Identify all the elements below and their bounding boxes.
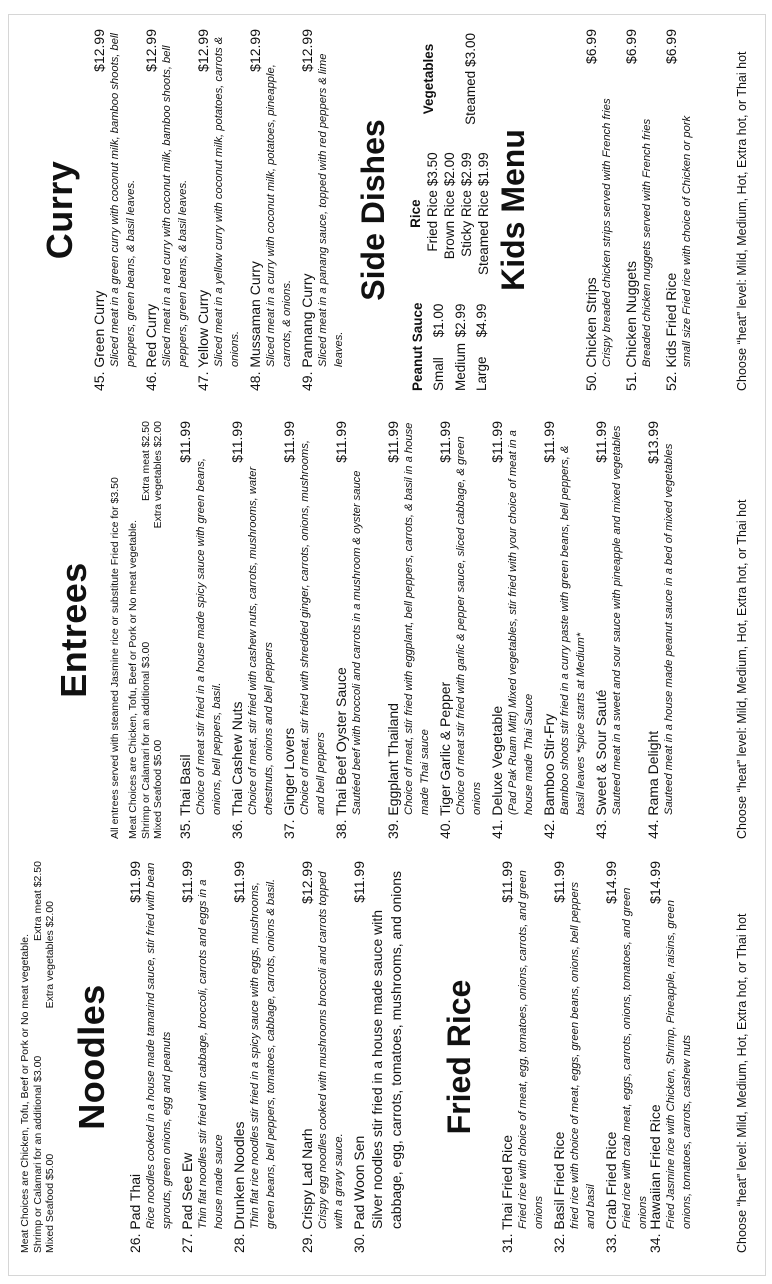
item-name: 29. Crispy Lad Narh <box>299 1128 315 1253</box>
noodles-title: Noodles <box>71 984 112 1130</box>
item-price: $12.99 <box>247 29 263 72</box>
item-name: 52. Kids Fried Rice <box>663 272 679 391</box>
rice-price: $1.99 <box>476 152 491 187</box>
veg-price: $3.00 <box>463 33 479 67</box>
rice-name: Fried Rice <box>425 190 440 252</box>
menu-item-39 <box>385 421 433 839</box>
item-name: 35. Thai Basil <box>177 754 193 839</box>
item-description: Choice of meat, stir fried with eggplant, bell peppers, carrots, & basil in a house made Thai sauce <box>403 422 431 815</box>
column-entrees <box>9 421 765 839</box>
entrees-title: Entrees <box>53 562 94 698</box>
menu-item-33 <box>603 861 651 1253</box>
menu-item-50 <box>583 29 616 391</box>
item-name: 47. Yellow Curry <box>195 289 211 391</box>
item-name: 45. Green Curry <box>91 290 107 391</box>
peanut-price: $2.99 <box>452 303 468 338</box>
item-description: Sliced meat in a red curry with coconut milk, bamboo shoots, bell peppers, green beans, & basil leaves. <box>161 45 189 367</box>
item-description: Fried rice with choice of meat, egg, tomatoes, onions, carrots, and green onions <box>517 870 545 1229</box>
menu-item-29 <box>299 861 347 1253</box>
rice-price: $2.99 <box>459 152 474 187</box>
item-price: $11.99 <box>541 421 557 463</box>
item-description: Sliced meat in a curry with coconut milk, potatoes, pineapple, carrots, & onions. <box>265 64 293 367</box>
item-price: $11.99 <box>179 861 195 903</box>
side-dishes-title: Side Dishes <box>355 119 391 301</box>
item-price: $6.99 <box>663 29 679 65</box>
item-price: $11.99 <box>499 861 515 903</box>
item-name: 51. Chicken Nuggets <box>623 261 639 391</box>
item-name: 40. Tiger Garlic & Pepper <box>437 681 453 839</box>
item-name: 26. Pad Thai <box>127 1173 143 1253</box>
item-description: (Pad Pak Ruam Mitt) Mixed vegetables, stir fried with your choice of meat in a house made Thai Sauce <box>507 430 535 815</box>
vegetables-header: Vegetables <box>420 43 436 115</box>
peanut-row <box>450 298 471 391</box>
item-name: 36. Thai Cashew Nuts <box>229 701 245 839</box>
menu-item-28 <box>231 861 279 1253</box>
heat-level-note: Choose “heat” level: Mild, Medium, Hot, Extra hot, or Thai hot <box>735 51 749 391</box>
item-name: 28. Drunken Noodles <box>231 1121 247 1253</box>
column-noodles-fried-rice <box>9 861 765 1253</box>
item-description: Choice of meat stir fried with garlic & pepper sauce, sliced cabbage, & green onions <box>455 436 483 815</box>
menu-item-26 <box>127 861 175 1253</box>
menu-item-36 <box>229 421 277 839</box>
item-price: $11.99 <box>333 421 349 463</box>
entrees-served-note: All entrees served with steamed Jasmine rice or substitute Fried rice for $3.50 <box>109 477 121 839</box>
menu-item-48 <box>247 29 295 391</box>
column-curry-sides-kids <box>9 29 765 391</box>
item-description: Crispy breaded chicken strips served with French fries <box>601 98 613 367</box>
item-price: $6.99 <box>623 29 639 65</box>
menu-item-37 <box>281 421 329 839</box>
noodles-extra-veg: Extra vegetables $2.00 <box>44 901 56 1009</box>
entrees-meat-note <box>127 421 165 839</box>
entrees-extra-veg: Extra vegetables $2.00 <box>152 421 164 529</box>
menu-item-52 <box>663 29 696 391</box>
item-price: $11.99 <box>231 861 247 903</box>
item-price: $13.99 <box>645 421 661 464</box>
heat-level-note: Choose “heat” level: Mild, Medium, Hot, Extra hot, or Thai hot <box>735 913 749 1253</box>
entrees-shrimp-note: Shrimp or Calamari for an additional $3.00 <box>139 641 152 839</box>
rice-name: Steamed Rice <box>476 190 491 275</box>
menu-item-46 <box>143 29 191 391</box>
menu-item-41 <box>489 421 537 839</box>
noodles-shrimp-note: Shrimp or Calamari for an additional $3.00 <box>31 1055 44 1253</box>
item-name: 38. Thai Beef Oyster Sauce <box>333 667 349 839</box>
item-name: 34. Hawaiian Fried Rice <box>647 1104 663 1253</box>
menu-item-27 <box>179 861 227 1253</box>
item-price: $11.99 <box>437 421 453 463</box>
kids-menu-title: Kids Menu <box>495 129 531 291</box>
rice-table <box>407 148 492 275</box>
menu-item-31 <box>499 861 547 1253</box>
item-description: Sliced meat in a green curry with coconut milk, bamboo shoots, bell peppers, green beans, & basil leaves. <box>109 33 137 367</box>
vegetables-table <box>407 29 492 125</box>
rice-name: Sticky Rice <box>459 190 474 257</box>
menu-sheet <box>8 14 766 1276</box>
item-description: Bamboo shoots stir fried in a curry paste with green beans, bell peppers, & basil leaves *spice starts at Medium* <box>559 445 587 815</box>
peanut-size: Small <box>431 357 447 391</box>
item-description: Crispy egg noodles cooked with mushrooms broccoli and carrots topped with a gravy sauce. <box>317 871 345 1229</box>
item-name: 39. Eggplant Thailand <box>385 703 401 839</box>
veg-name: Steamed <box>463 70 479 125</box>
item-name: 49. Pannang Curry <box>299 273 315 391</box>
item-name: 48. Mussaman Curry <box>247 261 263 391</box>
item-description: Choice of meat, stir fried with cashew nuts, carrots, mushrooms, water chestnuts, onions and bell peppers <box>247 466 275 815</box>
item-price: $11.99 <box>551 861 567 903</box>
item-name: 31. Thai Fried Rice <box>499 1134 515 1253</box>
item-price: $11.99 <box>593 421 609 463</box>
rice-row <box>475 148 492 275</box>
item-name: 50. Chicken Strips <box>583 277 599 391</box>
entrees-meat-note-line-1: Meat Choices are Chicken, Tofu, Beef or Pork or No meat vegetable. <box>127 519 139 839</box>
peanut-size: Large <box>473 356 489 391</box>
item-name: 37. Ginger Lovers <box>281 727 297 839</box>
item-name: 27. Pad See Ew <box>179 1152 195 1253</box>
rice-row <box>458 148 475 275</box>
item-name: 41. Deluxe Vegetable <box>489 705 505 839</box>
fried-rice-title: Fried Rice <box>441 979 477 1135</box>
item-description: Sauteed meat in a sweet and sour sauce with pineapple and mixed vegetables <box>611 425 623 815</box>
item-description: small size Fried rice with choice of Chicken or pork <box>681 115 693 367</box>
item-description: Fried rice with crab meat, eggs, carrots, onions, tomatoes, and green onions <box>621 887 649 1229</box>
item-description: Sliced meat in a panang sauce, topped with red peppers & lime leaves. <box>317 53 345 367</box>
rice-row <box>424 148 441 275</box>
menu-item-38 <box>333 421 366 839</box>
side-dishes-tables <box>407 29 492 391</box>
menu-item-51 <box>623 29 656 391</box>
entrees-mixed-seafood: Mixed Seafood $5.00 <box>152 739 164 839</box>
item-description: Choice of meat stir fried in a house made spicy sauce with green beans, onions, bell peppers, basil. <box>195 458 223 815</box>
rice-price: $3.50 <box>425 152 440 187</box>
item-price: $14.99 <box>603 861 619 904</box>
peanut-row <box>428 298 449 391</box>
item-description: Breaded chicken nuggets served with French fries <box>641 118 653 367</box>
menu-item-45 <box>91 29 139 391</box>
item-price: $11.99 <box>489 421 505 463</box>
item-name: 43. Sweet & Sour Sauté <box>593 689 609 839</box>
item-description: Sliced meat in a yellow curry with coconut milk, potatoes, carrots & onions. <box>213 36 241 367</box>
item-price: $14.99 <box>647 861 663 904</box>
item-name: 32. Basil Fried Rice <box>551 1131 567 1253</box>
item-price: $12.99 <box>195 29 211 72</box>
item-price: $6.99 <box>583 29 599 65</box>
noodles-meat-note-line-1: Meat Choices are Chicken, Tofu, Beef or Pork or No meat vegetable. <box>19 933 31 1253</box>
peanut-price: $1.00 <box>431 303 447 338</box>
item-price: $12.99 <box>299 861 315 904</box>
rice-price: $2.00 <box>442 152 457 187</box>
curry-title: Curry <box>39 160 80 260</box>
menu-item-32 <box>551 861 599 1253</box>
item-name: 33. Crab Fried Rice <box>603 1131 619 1253</box>
item-description: Sautéed beef with broccoli and carrots in a mushroom & oyster sauce <box>351 470 363 815</box>
item-description: Silver noodles stir fried in a house made sauce with cabbage, egg, carrots, tomatoes, mushrooms, and onions <box>369 871 404 1229</box>
noodles-meat-note <box>19 861 57 1253</box>
menu-item-49 <box>299 29 347 391</box>
item-price: $11.99 <box>281 421 297 463</box>
item-price: $12.99 <box>91 29 107 72</box>
peanut-price: $4.99 <box>473 303 489 338</box>
item-price: $12.99 <box>143 29 159 72</box>
item-name: 44. Rama Delight <box>645 730 661 839</box>
peanut-sauce-table <box>407 298 492 391</box>
item-price: $11.99 <box>351 861 367 903</box>
item-name: 42. Bamboo Stir-Fry <box>541 713 557 839</box>
peanut-row <box>471 298 492 391</box>
menu-item-43 <box>593 421 626 839</box>
item-description: fried rice with choice of meat, eggs, green beans, onions, bell peppers and basil <box>569 881 597 1229</box>
item-name: 46. Red Curry <box>143 303 159 391</box>
item-description: Fried Jasmine rice with Chicken, Shrimp, Pineapple, raisins, green onions, tomatoes, carrots, cashew nuts <box>665 900 693 1229</box>
peanut-size: Medium <box>452 342 468 391</box>
item-price: $11.99 <box>127 861 143 903</box>
menu-item-40 <box>437 421 485 839</box>
item-price: $11.99 <box>385 421 401 463</box>
item-price: $11.99 <box>229 421 245 463</box>
menu-item-35 <box>177 421 225 839</box>
item-name: 30. Pad Woon Sen <box>351 1135 367 1253</box>
rice-header: Rice <box>408 199 423 228</box>
item-description: Thin flat noodles stir fried with cabbage, broccoli, carrots and eggs in a house made sauce <box>197 879 225 1229</box>
item-price: $11.99 <box>177 421 193 463</box>
menu-item-44 <box>645 421 678 839</box>
menu-item-47 <box>195 29 243 391</box>
item-description: Sauteed meat in a house made peanut sauce in a bed of mixed vegetables <box>663 443 675 815</box>
noodles-extra-meat: Extra meat $2.50 <box>31 861 44 941</box>
noodles-mixed-seafood: Mixed Seafood $5.00 <box>44 1153 56 1253</box>
peanut-sauce-header: Peanut Sauce <box>410 302 426 391</box>
menu-item-34 <box>647 861 695 1253</box>
item-price: $12.99 <box>299 29 315 72</box>
menu-item-42 <box>541 421 589 839</box>
rice-row <box>441 148 458 275</box>
item-description: Choice of meat, stir fried with shredded ginger, carrots, onions, mushrooms, and bell peppers <box>299 440 327 815</box>
heat-level-note: Choose “heat” level: Mild, Medium, Hot, Extra hot, or Thai hot <box>735 499 749 839</box>
veg-row <box>450 29 493 125</box>
rice-name: Brown Rice <box>442 190 457 260</box>
menu-item-30 <box>351 861 406 1253</box>
item-description: Rice noodles cooked in a house made tamarind sauce, stir fried with bean sprouts, green onions, egg and peanuts <box>145 862 173 1229</box>
item-description: Thin flat rice noodles stir fried in a spicy sauce with eggs, mushrooms, green beans, bell peppers, tomatoes, cabbage, carrots, onions & basil. <box>249 878 277 1229</box>
entrees-extra-meat: Extra meat $2.50 <box>139 421 152 501</box>
